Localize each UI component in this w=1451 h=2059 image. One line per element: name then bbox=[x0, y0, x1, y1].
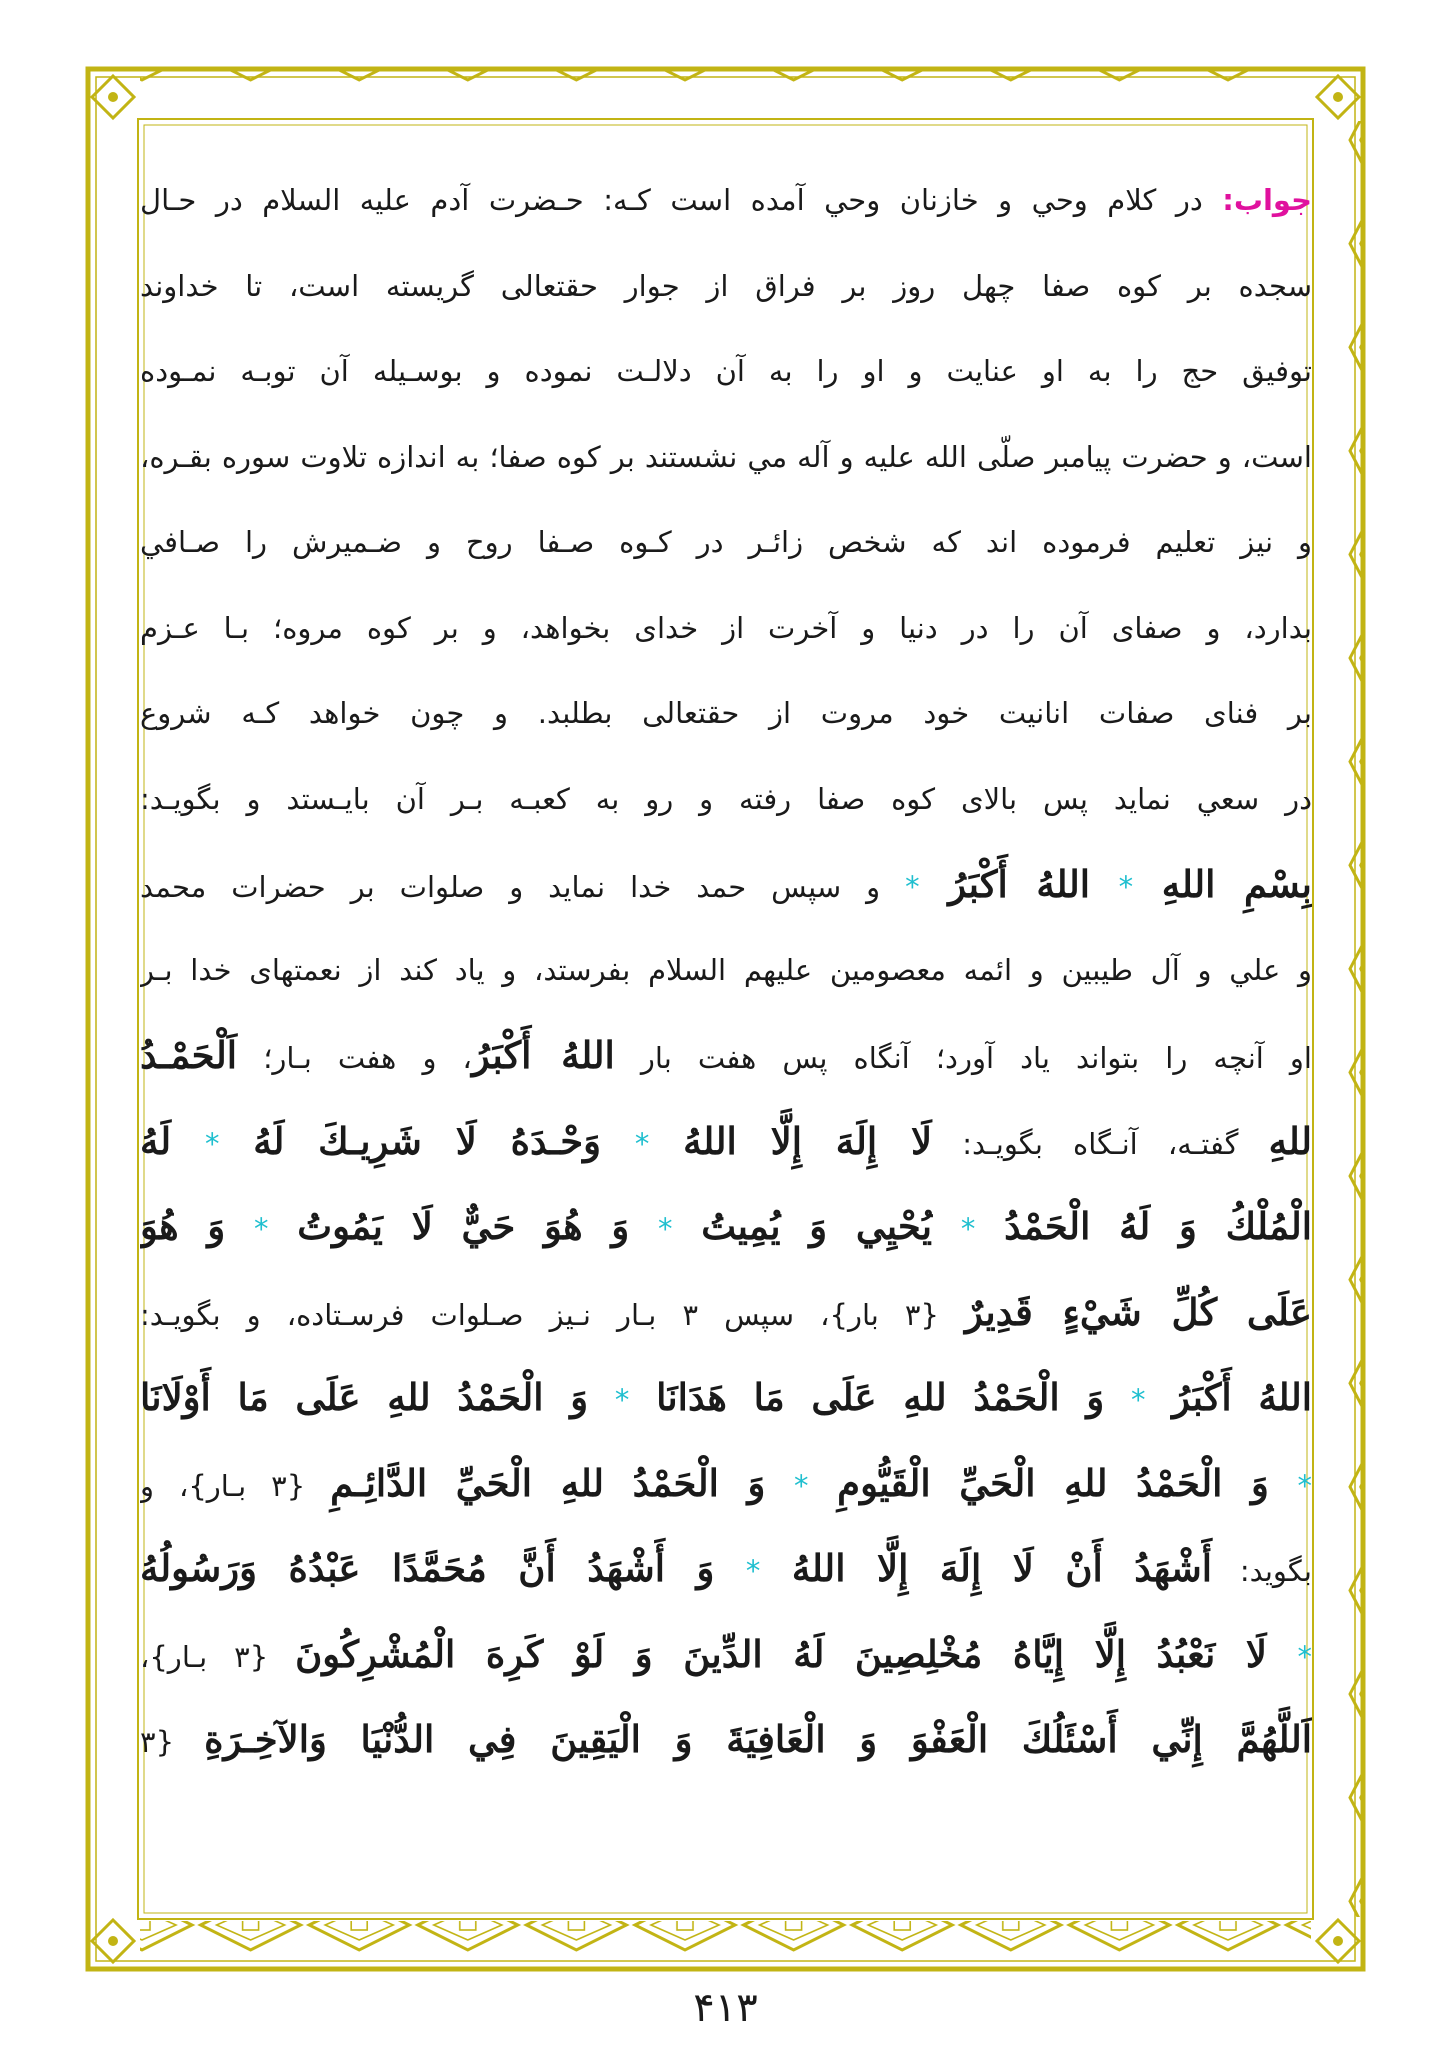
text-line bbox=[140, 1272, 1312, 1352]
arabic-prayer-text: لَا إِلَهَ إِلَّا اللهُ bbox=[649, 1118, 933, 1163]
arabic-prayer-text: وَ الْحَمْدُ للهِ الْحَيِّ الْقَيُّومِ bbox=[808, 1460, 1298, 1505]
arabic-prayer-text: وَحْـدَهُ لَا شَرِيـكَ لَهُ bbox=[219, 1118, 635, 1163]
star-separator-icon: * bbox=[905, 870, 920, 904]
star-separator-icon: * bbox=[614, 1383, 630, 1417]
text-line bbox=[140, 160, 1312, 240]
persian-text: گفتـه، آنـگاه بگويـد: bbox=[932, 1126, 1269, 1161]
text-line bbox=[140, 930, 1312, 1010]
arabic-prayer-text: وَ هُوَ bbox=[140, 1204, 255, 1248]
persian-text: {۳ بـار}، و bbox=[140, 1468, 331, 1503]
text-line bbox=[140, 246, 1312, 326]
star-separator-icon: * bbox=[794, 1468, 809, 1503]
persian-text: بر فناى صفات انانيت خود مروت از حقتعالى بطلبد. و چون خواهد كـه شروع bbox=[140, 696, 1312, 730]
text-line bbox=[140, 588, 1312, 668]
persian-text: توفيق حج را به او عنايت و او را به آن دلالـت نموده و بوسـيله آن توبـه نمـوده bbox=[140, 354, 1312, 388]
text-line bbox=[140, 1015, 1312, 1095]
answer-label: جواب: bbox=[1222, 183, 1312, 217]
page-number: ۴۱۳ bbox=[693, 1985, 758, 2031]
star-separator-icon: * bbox=[1297, 1639, 1312, 1674]
persian-text: {۳ بار}، سپس ۳ بـار نـيز صـلوات فرسـتاده، و بگويـد: bbox=[140, 1297, 965, 1332]
text-line bbox=[140, 673, 1312, 753]
arabic-prayer-text: وَ الْحَمْدُ للهِ الْحَيِّ الدَّائِـمِ bbox=[330, 1460, 795, 1505]
persian-text: {۳ bbox=[140, 1725, 205, 1759]
text-line bbox=[140, 759, 1312, 839]
arabic-prayer-text: اللهُ أَكْبَرُ bbox=[1145, 1375, 1312, 1419]
star-separator-icon: * bbox=[634, 1126, 650, 1161]
arabic-prayer-text: اللهُ أَكْبَرُ bbox=[919, 862, 1119, 906]
persian-text: و سپس حمد خدا نمايد و صلوات بر حضرات محمد bbox=[140, 870, 906, 904]
arabic-prayer-text: أَشْهَدُ أَنْ لَا إِلَهَ إِلَّا اللهُ bbox=[760, 1546, 1213, 1590]
arabic-prayer-text: وَ أَشْهَدُ أَنَّ مُحَمَّدًا عَبْدُهُ وَرَسُولُهُ bbox=[140, 1546, 746, 1590]
arabic-prayer-text: للهِ bbox=[1268, 1118, 1312, 1163]
arabic-prayer-text: وَ هُوَ حَيٌّ لَا يَمُوتُ bbox=[268, 1204, 659, 1248]
text-line bbox=[140, 844, 1312, 924]
arabic-prayer-text: عَلَى كُلِّ شَيْءٍ قَدِيرٌ bbox=[964, 1289, 1312, 1334]
persian-text: در کلام وحي و خازنان وحي آمده است كـه: حـضرت آدم عليه السلام در حـال bbox=[140, 183, 1223, 217]
text-line bbox=[140, 1186, 1312, 1266]
star-separator-icon: * bbox=[1130, 1383, 1146, 1417]
arabic-prayer-text: بِسْمِ اللهِ bbox=[1133, 862, 1312, 906]
text-line bbox=[140, 1528, 1312, 1608]
text-line bbox=[140, 1699, 1312, 1779]
text-line bbox=[140, 331, 1312, 411]
star-separator-icon: * bbox=[1297, 1468, 1312, 1503]
text-line bbox=[140, 1614, 1312, 1694]
star-separator-icon: * bbox=[960, 1212, 976, 1246]
persian-text: او آنچه را بتواند ياد آورد؛ آنگاه پس هفت بار bbox=[614, 1041, 1312, 1075]
arabic-prayer-text: اللهُ أَكْبَرُ bbox=[471, 1033, 615, 1077]
text-line bbox=[140, 1443, 1312, 1523]
text-line bbox=[140, 1357, 1312, 1437]
text-line bbox=[140, 502, 1312, 582]
text-line bbox=[140, 417, 1312, 497]
star-separator-icon: * bbox=[204, 1126, 220, 1161]
persian-text: بدارد، و صفاى آن را در دنيا و آخرت از خداى بخواهد، و بر كوه مروه؛ بـا عـزم bbox=[140, 610, 1312, 645]
persian-text: و نيز تعليم فرموده اند كه شخص زائـر در كـوه صـفا روح و ضـميرش را صـافي bbox=[140, 525, 1312, 559]
arabic-prayer-text: الْمُلْكُ وَ لَهُ الْحَمْدُ bbox=[975, 1204, 1312, 1248]
arabic-prayer-text: وَ الْحَمْدُ للهِ عَلَى مَا هَدَانَا bbox=[629, 1375, 1131, 1419]
persian-text: {۳ بـار}، bbox=[140, 1639, 296, 1674]
arabic-prayer-text: وَ الْحَمْدُ للهِ عَلَى مَا أَوْلَانَا bbox=[140, 1375, 615, 1419]
arabic-prayer-text: لَهُ bbox=[140, 1118, 205, 1163]
star-separator-icon: * bbox=[658, 1212, 673, 1246]
persian-text: بگويد: bbox=[1212, 1554, 1312, 1588]
body-text bbox=[140, 160, 1312, 1990]
persian-text: در سعي نمايد پس بالاى كوه صفا رفته و رو به كعبـه بـر آن بايـستد و بگويـد: bbox=[140, 781, 1312, 816]
arabic-prayer-text: لَا نَعْبُدُ إِلَّا إِيَّاهُ مُخْلِصِينَ لَهُ الدِّينَ وَ لَوْ كَرِهَ الْمُشْرِكُونَ bbox=[295, 1631, 1298, 1676]
persian-text: است، و حضرت پيامبر صلّى الله عليه و آله مي نشستند بر كوه صفا؛ به اندازه تلاوت سوره بقـره، bbox=[140, 439, 1312, 474]
text-line bbox=[140, 1101, 1312, 1181]
persian-text: سجده بر كوه صفا چهل روز بر فراق از جوار حقتعالى گريسته است، تا خداوند bbox=[140, 268, 1312, 303]
arabic-prayer-text: اَلْحَمْـدُ bbox=[140, 1033, 238, 1077]
arabic-prayer-text: اَللَّهُمَّ إِنِّي أَسْئَلُكَ الْعَفْوَ وَ الْعَافِيَةَ وَ الْيَقِينَ فِي الدُّنْيَا وَالآخِـرَةِ bbox=[204, 1717, 1312, 1761]
star-separator-icon: * bbox=[254, 1212, 269, 1246]
star-separator-icon: * bbox=[1118, 870, 1134, 904]
arabic-prayer-text: يُحْيِي وَ يُمِيتُ bbox=[672, 1204, 961, 1248]
star-separator-icon: * bbox=[745, 1554, 761, 1588]
persian-text: ، و هفت بـار؛ bbox=[237, 1041, 472, 1075]
persian-text: و علي و آل طيبين و ائمه معصومين عليهم السلام بفرستد، و ياد كند از نعمتهاى خدا بـر bbox=[140, 952, 1312, 987]
